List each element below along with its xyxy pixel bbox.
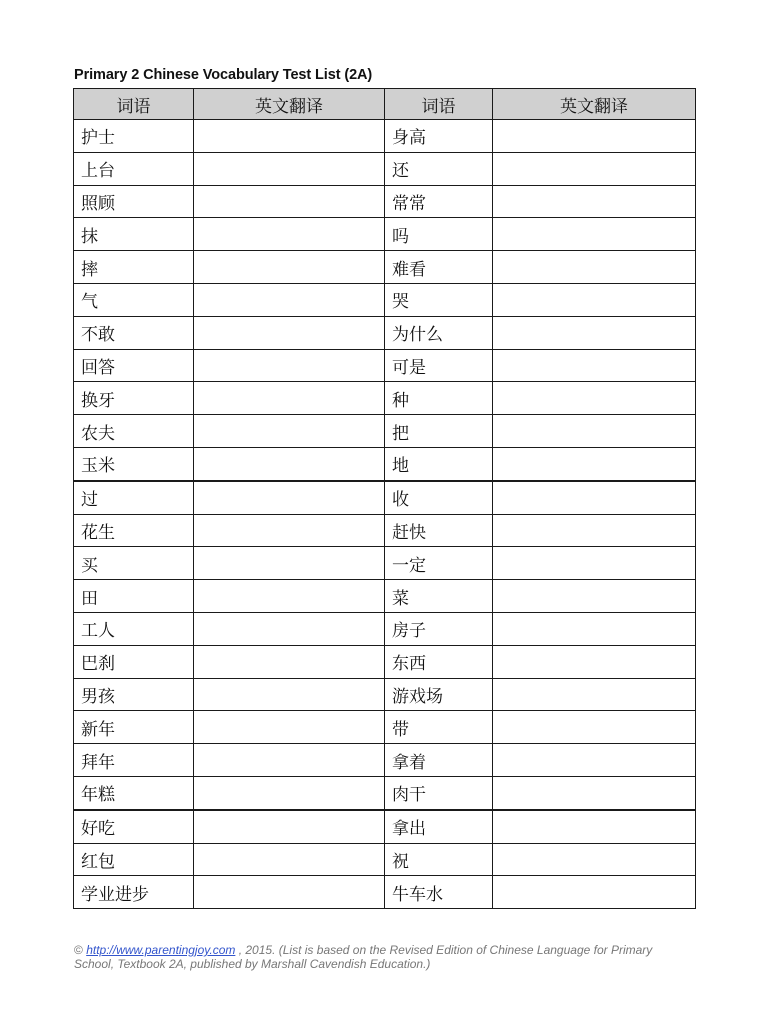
- word-cell-left: 换牙: [74, 382, 194, 415]
- vocabulary-rows: [74, 120, 696, 909]
- word-cell-left: 不敢: [74, 316, 194, 349]
- word-cell-right: 哭: [385, 283, 493, 316]
- translation-cell-left[interactable]: [194, 547, 385, 580]
- table-row: [74, 776, 696, 809]
- translation-cell-right[interactable]: [493, 349, 696, 382]
- word-cell-right: 为什么: [385, 316, 493, 349]
- translation-cell-left[interactable]: [194, 447, 385, 480]
- translation-cell-left[interactable]: [194, 514, 385, 547]
- table-row: [74, 251, 696, 284]
- table-row: [74, 580, 696, 613]
- translation-cell-right[interactable]: [493, 876, 696, 909]
- website-link[interactable]: http://www.parentingjoy.com: [86, 943, 236, 957]
- word-cell-left: 抹: [74, 218, 194, 251]
- translation-cell-right[interactable]: [493, 251, 696, 284]
- translation-cell-left[interactable]: [194, 744, 385, 777]
- word-cell-right: 种: [385, 382, 493, 415]
- word-cell-right: 拿出: [385, 810, 493, 843]
- translation-cell-right[interactable]: [493, 547, 696, 580]
- translation-cell-left[interactable]: [194, 185, 385, 218]
- table-row: [74, 283, 696, 316]
- word-cell-left: 摔: [74, 251, 194, 284]
- word-cell-left: 气: [74, 283, 194, 316]
- translation-cell-right[interactable]: [493, 612, 696, 645]
- word-cell-left: 花生: [74, 514, 194, 547]
- word-cell-left: 买: [74, 547, 194, 580]
- word-cell-right: 牛车水: [385, 876, 493, 909]
- page-title: Primary 2 Chinese Vocabulary Test List (2A): [74, 67, 373, 83]
- translation-cell-right[interactable]: [493, 810, 696, 843]
- word-cell-right: 房子: [385, 612, 493, 645]
- translation-cell-left[interactable]: [194, 218, 385, 251]
- table-row: [74, 481, 696, 514]
- word-cell-left: 学业进步: [74, 876, 194, 909]
- word-cell-right: 赶快: [385, 514, 493, 547]
- word-cell-left: 田: [74, 580, 194, 613]
- table-row: [74, 316, 696, 349]
- word-cell-left: 照顾: [74, 185, 194, 218]
- table-row: [74, 612, 696, 645]
- translation-cell-right[interactable]: [493, 283, 696, 316]
- table-row: [74, 218, 696, 251]
- word-cell-left: 护士: [74, 120, 194, 153]
- word-cell-left: 上台: [74, 152, 194, 185]
- word-cell-right: 身高: [385, 120, 493, 153]
- translation-cell-right[interactable]: [493, 843, 696, 876]
- copyright-symbol: ©: [74, 943, 83, 957]
- translation-cell-right[interactable]: [493, 580, 696, 613]
- table-row: [74, 447, 696, 480]
- word-cell-right: 难看: [385, 251, 493, 284]
- translation-cell-left[interactable]: [194, 481, 385, 514]
- header-translation-1: 英文翻译: [194, 89, 385, 120]
- translation-cell-left[interactable]: [194, 580, 385, 613]
- translation-cell-right[interactable]: [493, 514, 696, 547]
- word-cell-left: 新年: [74, 711, 194, 744]
- translation-cell-left[interactable]: [194, 349, 385, 382]
- table-row: [74, 744, 696, 777]
- word-cell-left: 过: [74, 481, 194, 514]
- table-row: [74, 152, 696, 185]
- word-cell-right: 还: [385, 152, 493, 185]
- table-row: [74, 810, 696, 843]
- translation-cell-right[interactable]: [493, 447, 696, 480]
- word-cell-left: 红包: [74, 843, 194, 876]
- word-cell-left: 巴刹: [74, 645, 194, 678]
- table-row: [74, 349, 696, 382]
- table-row: [74, 711, 696, 744]
- table-row: [74, 415, 696, 448]
- word-cell-left: 工人: [74, 612, 194, 645]
- translation-cell-right[interactable]: [493, 185, 696, 218]
- table-row: [74, 876, 696, 909]
- word-cell-right: 收: [385, 481, 493, 514]
- word-cell-right: 吗: [385, 218, 493, 251]
- translation-cell-right[interactable]: [493, 152, 696, 185]
- word-cell-left: 男孩: [74, 678, 194, 711]
- word-cell-right: 可是: [385, 349, 493, 382]
- translation-cell-right[interactable]: [493, 711, 696, 744]
- word-cell-left: 拜年: [74, 744, 194, 777]
- header-word-2: 词语: [385, 89, 493, 120]
- word-cell-right: 一定: [385, 547, 493, 580]
- table-row: [74, 185, 696, 218]
- translation-cell-left[interactable]: [194, 776, 385, 809]
- word-cell-right: 祝: [385, 843, 493, 876]
- translation-cell-right[interactable]: [493, 678, 696, 711]
- table-row: [74, 120, 696, 153]
- header-translation-2: 英文翻译: [493, 89, 696, 120]
- translation-cell-right[interactable]: [493, 316, 696, 349]
- word-cell-right: 把: [385, 415, 493, 448]
- translation-cell-left[interactable]: [194, 711, 385, 744]
- vocabulary-table: [73, 88, 696, 909]
- footer-year: , 2015.: [238, 943, 276, 957]
- header-word-1: 词语: [74, 89, 194, 120]
- translation-cell-right[interactable]: [493, 645, 696, 678]
- word-cell-left: 玉米: [74, 447, 194, 480]
- translation-cell-right[interactable]: [493, 120, 696, 153]
- table-row: [74, 678, 696, 711]
- footer-note: [74, 943, 674, 971]
- word-cell-right: 东西: [385, 645, 493, 678]
- word-cell-left: 好吃: [74, 810, 194, 843]
- word-cell-left: 回答: [74, 349, 194, 382]
- word-cell-right: 菜: [385, 580, 493, 613]
- translation-cell-right[interactable]: [493, 415, 696, 448]
- translation-cell-left[interactable]: [194, 316, 385, 349]
- translation-cell-left[interactable]: [194, 645, 385, 678]
- word-cell-left: 农夫: [74, 415, 194, 448]
- translation-cell-left[interactable]: [194, 678, 385, 711]
- translation-cell-left[interactable]: [194, 810, 385, 843]
- translation-cell-right[interactable]: [493, 481, 696, 514]
- word-cell-right: 游戏场: [385, 678, 493, 711]
- translation-cell-left[interactable]: [194, 612, 385, 645]
- translation-cell-left[interactable]: [194, 876, 385, 909]
- translation-cell-left[interactable]: [194, 843, 385, 876]
- word-cell-right: 常常: [385, 185, 493, 218]
- word-cell-right: 地: [385, 447, 493, 480]
- translation-cell-left[interactable]: [194, 283, 385, 316]
- table-row: [74, 514, 696, 547]
- translation-cell-right[interactable]: [493, 776, 696, 809]
- translation-cell-left[interactable]: [194, 415, 385, 448]
- translation-cell-right[interactable]: [493, 382, 696, 415]
- word-cell-right: 肉干: [385, 776, 493, 809]
- footer-source-note: (List is based on the Revised Edition of Chinese Language for Primary School, Textbook 2A, published by Marshall Cavendish Education.): [74, 943, 653, 971]
- translation-cell-right[interactable]: [493, 218, 696, 251]
- table-row: [74, 843, 696, 876]
- table-header-row: [74, 89, 696, 120]
- word-cell-right: 带: [385, 711, 493, 744]
- translation-cell-left[interactable]: [194, 382, 385, 415]
- table-row: [74, 382, 696, 415]
- table-row: [74, 645, 696, 678]
- table-row: [74, 547, 696, 580]
- translation-cell-left[interactable]: [194, 251, 385, 284]
- translation-cell-right[interactable]: [493, 744, 696, 777]
- translation-cell-left[interactable]: [194, 120, 385, 153]
- word-cell-right: 拿着: [385, 744, 493, 777]
- word-cell-left: 年糕: [74, 776, 194, 809]
- translation-cell-left[interactable]: [194, 152, 385, 185]
